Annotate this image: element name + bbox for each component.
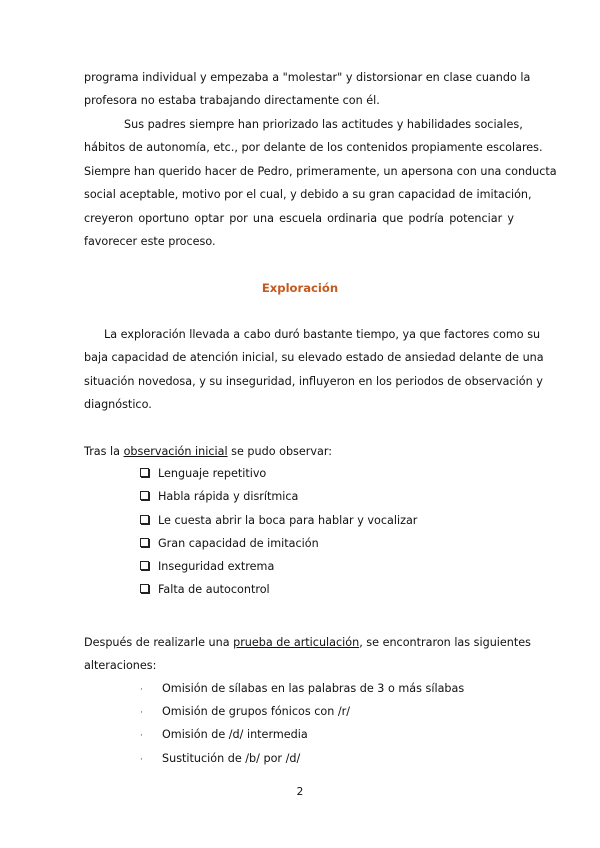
list-item bbox=[140, 700, 464, 723]
text-line: favorecer este proceso. bbox=[84, 235, 216, 249]
text-line: alteraciones: bbox=[84, 659, 157, 673]
text-line: Sus padres siempre han priorizado las actitudes y habilidades sociales, bbox=[124, 118, 523, 131]
prueba-articulacion-term: prueba de articulación bbox=[233, 636, 360, 649]
list-item bbox=[140, 747, 464, 770]
paragraph-continuation bbox=[84, 66, 531, 113]
text-line: social aceptable, motivo por el cual, y debido a su gran capacidad de imitación, bbox=[84, 188, 532, 202]
text-line: La exploración llevada a cabo duró bastante tiempo, ya que factores como su bbox=[104, 328, 541, 341]
checklist-item bbox=[140, 555, 417, 578]
intro-text: Tras la bbox=[84, 445, 124, 458]
intro-text: Después de realizarle una bbox=[84, 636, 234, 649]
list-item-label: Omisión de sílabas en las palabras de 3 o más sílabas bbox=[162, 682, 465, 695]
text-line bbox=[84, 440, 514, 463]
text-line: Siempre han querido hacer de Pedro, primeramente, un apersona con una conducta bbox=[84, 164, 557, 178]
intro-text: se pudo observar: bbox=[227, 445, 333, 458]
bullet-dot-icon: · bbox=[140, 685, 143, 695]
section-heading: Exploración bbox=[261, 281, 339, 295]
bullet-dot-icon: · bbox=[140, 754, 143, 765]
text-line: diagnóstico. bbox=[84, 398, 152, 412]
text-line: programa individual y empezaba a "molestar" y distorsionar en clase cuando la bbox=[84, 71, 531, 84]
checklist-item bbox=[140, 485, 417, 508]
paragraph-parents bbox=[84, 113, 557, 253]
list-item-label: Sustitución de /b/ por /d/ bbox=[162, 751, 301, 765]
text-line: baja capacidad de atención inicial, su elevado estado de ansiedad delante de una bbox=[84, 351, 544, 365]
checklist-item bbox=[140, 509, 417, 532]
list-item bbox=[140, 723, 464, 746]
observacion-inicial-term: observación inicial bbox=[123, 445, 228, 458]
bullet-dot-icon: · bbox=[140, 708, 143, 719]
observation-intro bbox=[84, 440, 514, 463]
checklist-item-label: Gran capacidad de imitación bbox=[158, 536, 319, 550]
text-line: profesora no estaba trabajando directamente con él. bbox=[84, 94, 380, 108]
checklist-item-label: Habla rápida y disrítmica bbox=[158, 490, 299, 504]
checklist-item bbox=[140, 578, 417, 601]
text-line: hábitos de autonomía, etc., por delante de los contenidos propiamente escolares. bbox=[84, 141, 543, 155]
list-item-label: Omisión de grupos fónicos con /r/ bbox=[162, 705, 351, 719]
page-number: 2 bbox=[296, 786, 304, 798]
checkbox-bullet-icon bbox=[140, 468, 149, 477]
articulation-intro bbox=[84, 631, 531, 678]
checklist-item-label: Lenguaje repetitivo bbox=[158, 467, 267, 480]
checkbox-bullet-icon bbox=[140, 515, 149, 524]
list-item-label: Omisión de /d/ intermedia bbox=[162, 728, 308, 742]
bullet-dot-icon: · bbox=[140, 731, 143, 742]
list-item bbox=[140, 677, 464, 700]
text-line: situación novedosa, y su inseguridad, influyeron en los periodos de observación y bbox=[84, 374, 543, 388]
observation-checklist bbox=[140, 462, 417, 602]
checklist-item-label: Inseguridad extrema bbox=[158, 560, 275, 574]
checklist-item bbox=[140, 532, 417, 555]
checkbox-bullet-icon bbox=[140, 561, 149, 570]
checkbox-bullet-icon bbox=[140, 584, 149, 593]
checkbox-bullet-icon bbox=[140, 491, 149, 500]
alterations-list bbox=[140, 677, 464, 770]
checkbox-bullet-icon bbox=[140, 538, 149, 547]
checklist-item bbox=[140, 462, 417, 485]
checklist-item-label: Falta de autocontrol bbox=[158, 583, 270, 597]
paragraph-exploration bbox=[84, 323, 544, 417]
text-line: creyeron oportuno optar por una escuela ordinaria que podría potenciar y bbox=[84, 211, 514, 225]
text-line bbox=[84, 631, 531, 654]
intro-text: , se encontraron las siguientes bbox=[359, 636, 531, 649]
checklist-item-label: Le cuesta abrir la boca para hablar y vocalizar bbox=[158, 513, 418, 527]
